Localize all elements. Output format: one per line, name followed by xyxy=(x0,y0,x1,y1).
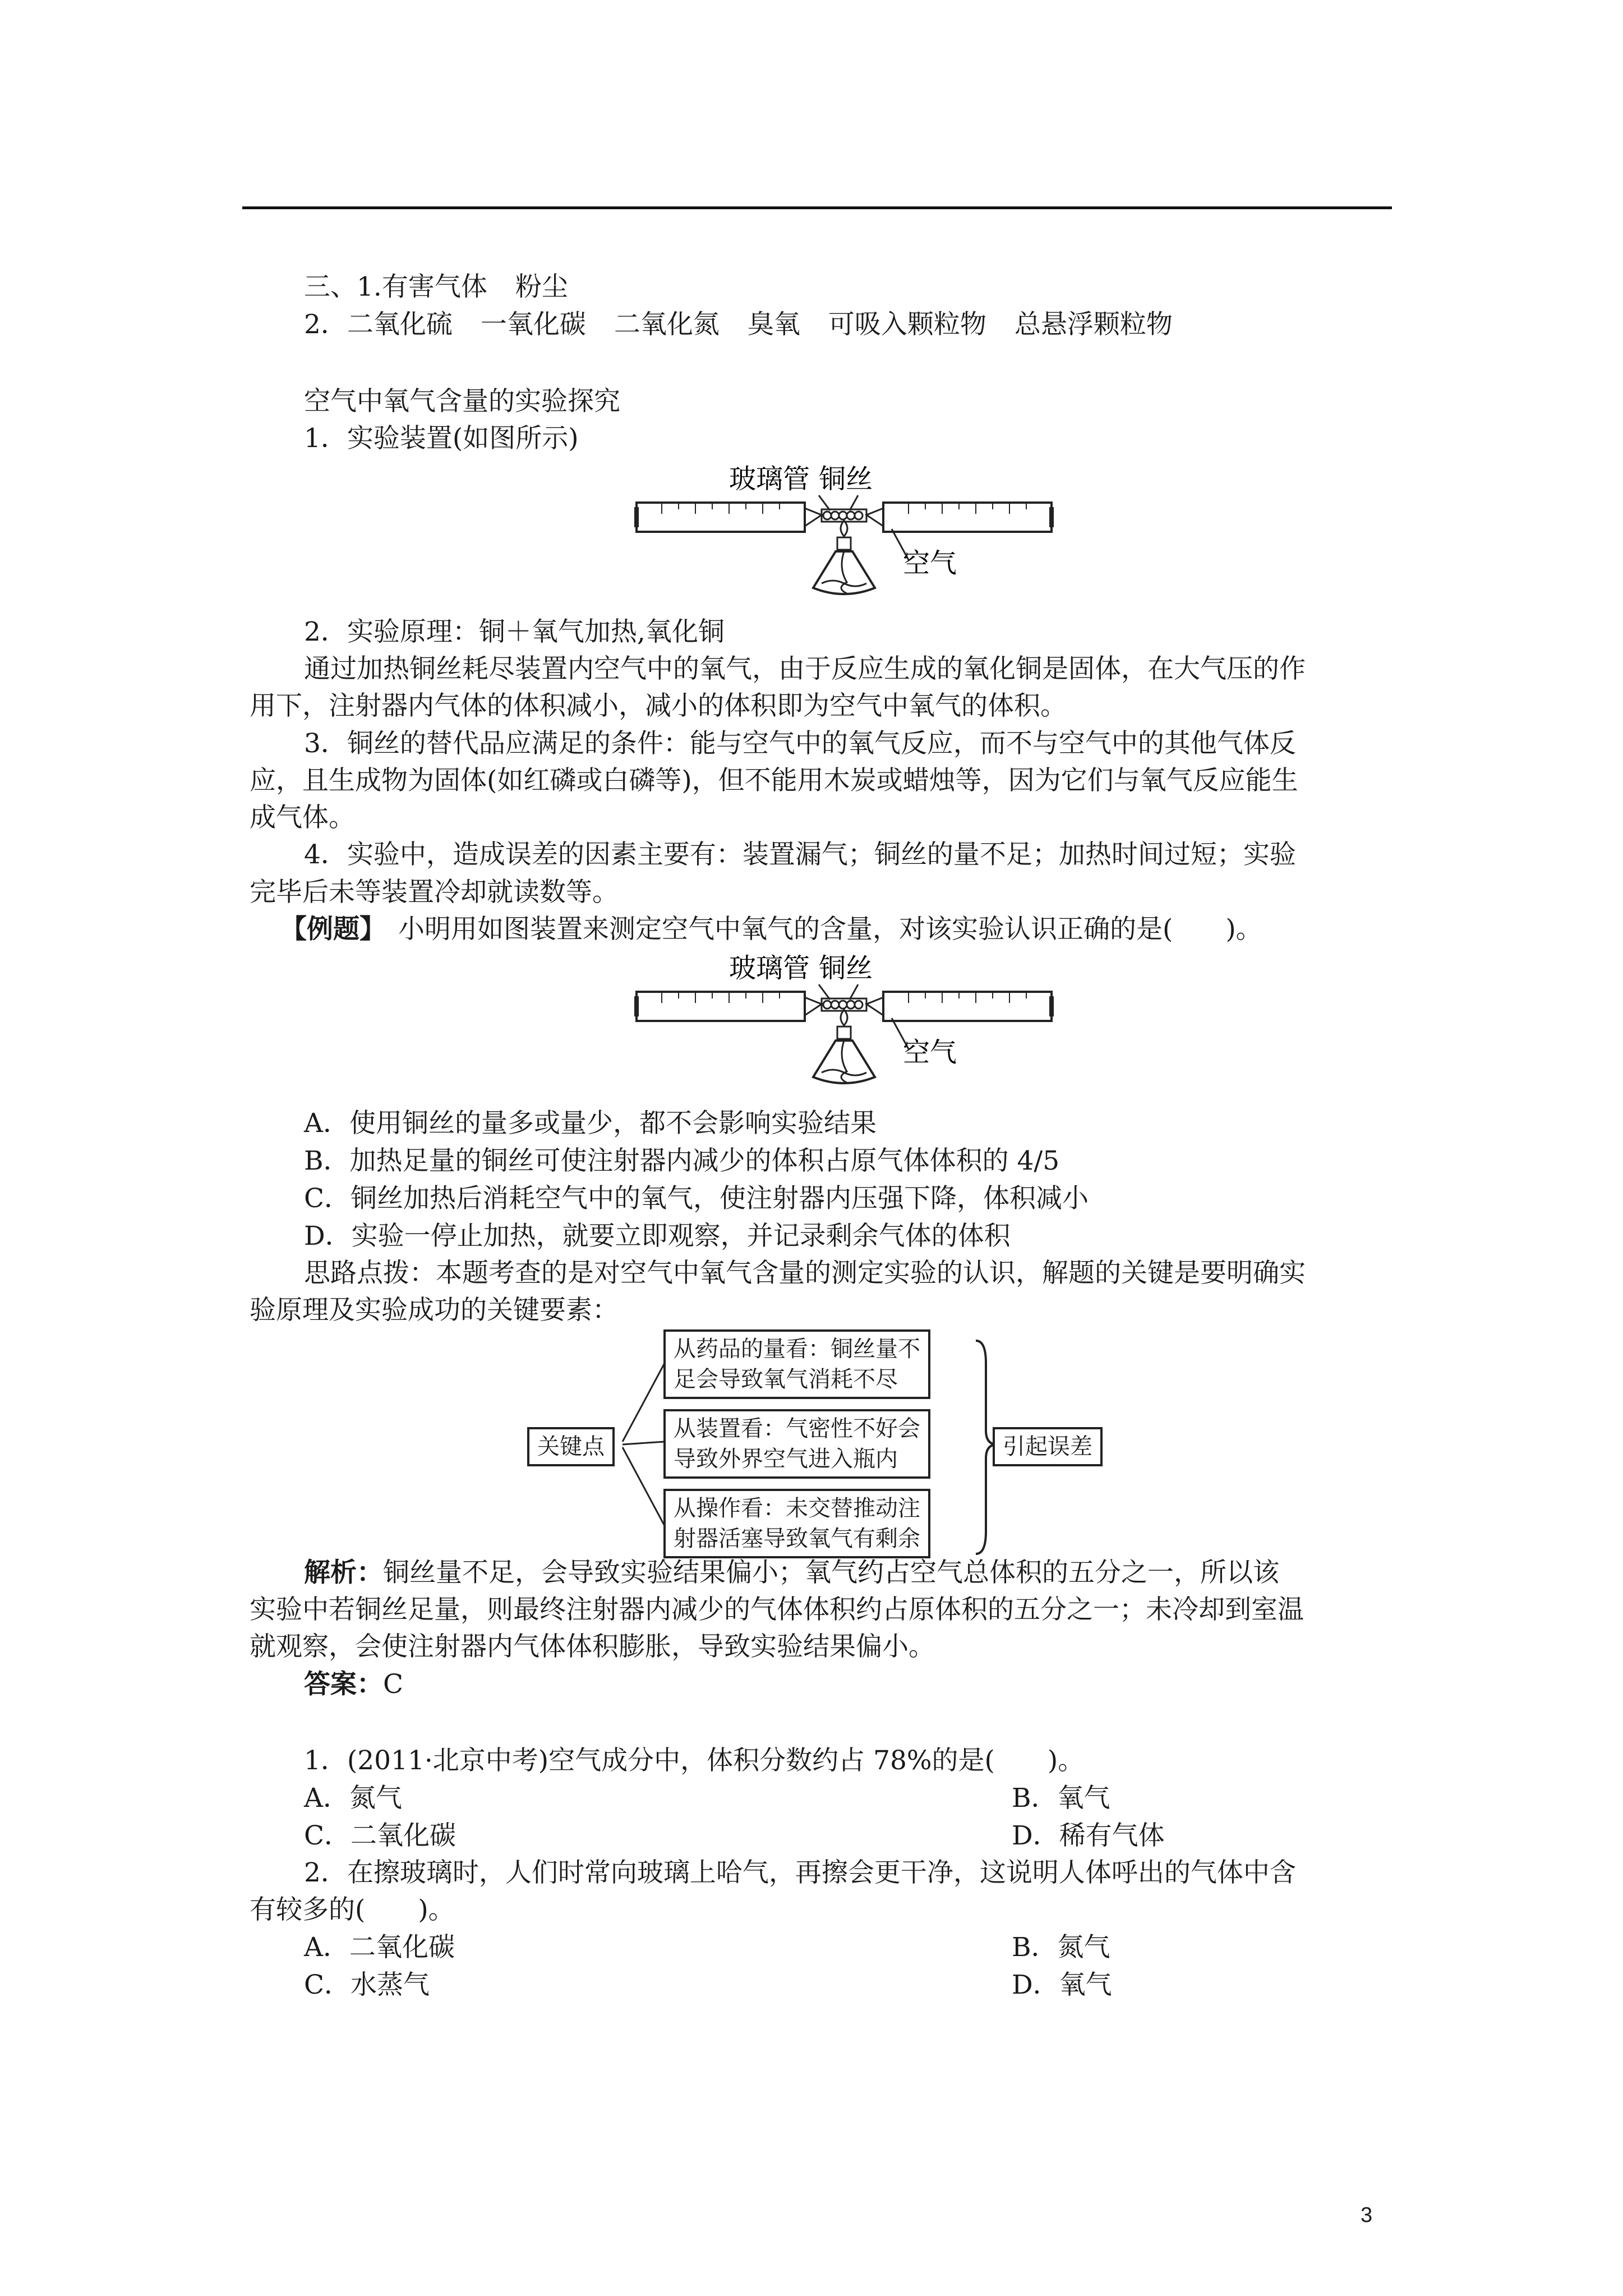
answer-line: 答案：C xyxy=(304,1669,403,1700)
keypoint-box-material: 从药品的量看：铜丝量不 足会导致氧气消耗不尽 xyxy=(663,1329,930,1399)
exercise1-options-row1: A．氮气 B．氧气 xyxy=(304,1783,1110,1814)
principle-heading: 2．实验原理：铜＋氧气加热,氧化铜 xyxy=(304,616,725,647)
hint-line1: 思路点拨：本题考查的是对空气中氧气含量的测定实验的认识，解题的关键是要明确实 xyxy=(304,1258,1306,1289)
label-glass-tube: 玻璃管 xyxy=(729,463,810,495)
section3-line2: 2．二氧化硫 一氧化碳 二氧化氮 臭氧 可吸入颗粒物 总悬浮颗粒物 xyxy=(304,309,1173,340)
option-d: D．实验一停止加热，就要立即观察，并记录剩余气体的体积 xyxy=(304,1221,1011,1251)
label-air: 空气 xyxy=(903,1037,957,1068)
exercise2-stem-line2: 有较多的( )。 xyxy=(250,1894,455,1925)
apparatus-figure-2 xyxy=(628,942,1066,1111)
item4-line1: 4．实验中，造成误差的因素主要有：装置漏气；铜丝的量不足；加热时间过短；实验 xyxy=(304,839,1296,870)
keypoint-result-box: 引起误差 xyxy=(993,1427,1103,1466)
section3-line1: 三、1.有害气体 粉尘 xyxy=(304,272,568,302)
item3-line1: 3．铜丝的替代品应满足的条件：能与空气中的氧气反应，而不与空气中的其他气体反 xyxy=(304,728,1296,759)
page-number: 3 xyxy=(1361,2203,1373,2227)
apparatus-figure-1 xyxy=(628,453,1066,622)
label-air: 空气 xyxy=(903,547,957,579)
keypoint-center-box: 关键点 xyxy=(527,1427,615,1466)
analysis-line3: 就观察，会使注射器内气体体积膨胀，导致实验结果偏小。 xyxy=(250,1631,935,1662)
example-question: 【例题】 小明用如图装置来测定空气中氧气的含量，对该实验认识正确的是( )。 xyxy=(280,914,1262,945)
exercise2-stem-line1: 2．在擦玻璃时，人们时常向玻璃上哈气，再擦会更干净，这说明人体呼出的气体中含 xyxy=(304,1857,1296,1888)
label-copper-wire: 铜丝 xyxy=(819,953,873,984)
experiment-title: 空气中氧气含量的实验探究 xyxy=(304,386,620,417)
device-heading: 1．实验装置(如图所示) xyxy=(304,423,579,454)
item3-line2: 应，且生成物为固体(如红磷或白磷等)，但不能用木炭或蜡烛等，因为它们与氧气反应能生 xyxy=(250,765,1298,796)
exercise2-options-row2: C．水蒸气 D．氧气 xyxy=(304,1970,1112,2000)
exercise1-options-row2: C．二氧化碳 D．稀有气体 xyxy=(304,1820,1165,1851)
analysis-line2: 实验中若铜丝足量，则最终注射器内减少的气体体积约占原体积的五分之一；未冷却到室温 xyxy=(250,1594,1304,1625)
keypoint-box-device: 从装置看：气密性不好会 导致外界空气进入瓶内 xyxy=(663,1409,930,1479)
exercise2-options-row1: A．二氧化碳 B．氮气 xyxy=(304,1932,1110,1963)
exercise1-stem: 1．(2011·北京中考)空气成分中，体积分数约占 78%的是( )。 xyxy=(304,1745,1085,1776)
item4-line2: 完毕后未等装置冷却就读数等。 xyxy=(250,877,619,908)
option-a: A．使用铜丝的量多或量少，都不会影响实验结果 xyxy=(304,1108,877,1139)
principle-text-2: 用下，注射器内气体的体积减小，减小的体积即为空气中氧气的体积。 xyxy=(250,691,1067,721)
option-b: B．加热足量的铜丝可使注射器内减少的体积占原气体体积的 4/5 xyxy=(304,1145,1060,1176)
header-rule xyxy=(242,206,1392,209)
option-c: C．铜丝加热后消耗空气中的氧气，使注射器内压强下降，体积减小 xyxy=(304,1183,1089,1214)
principle-text-1: 通过加热铜丝耗尽装置内空气中的氧气，由于反应生成的氧化铜是固体，在大气压的作 xyxy=(304,654,1306,684)
analysis-line1: 解析：铜丝量不足，会导致实验结果偏小；氧气约占空气总体积的五分之一，所以该 xyxy=(304,1557,1279,1588)
hint-line2: 验原理及实验成功的关键要素： xyxy=(250,1295,619,1326)
item3-line3: 成气体。 xyxy=(250,802,355,833)
label-glass-tube: 玻璃管 xyxy=(729,953,810,984)
keypoint-box-operation: 从操作看：未交替推动注 射器活塞导致氧气有剩余 xyxy=(663,1489,930,1558)
label-copper-wire: 铜丝 xyxy=(819,463,873,495)
